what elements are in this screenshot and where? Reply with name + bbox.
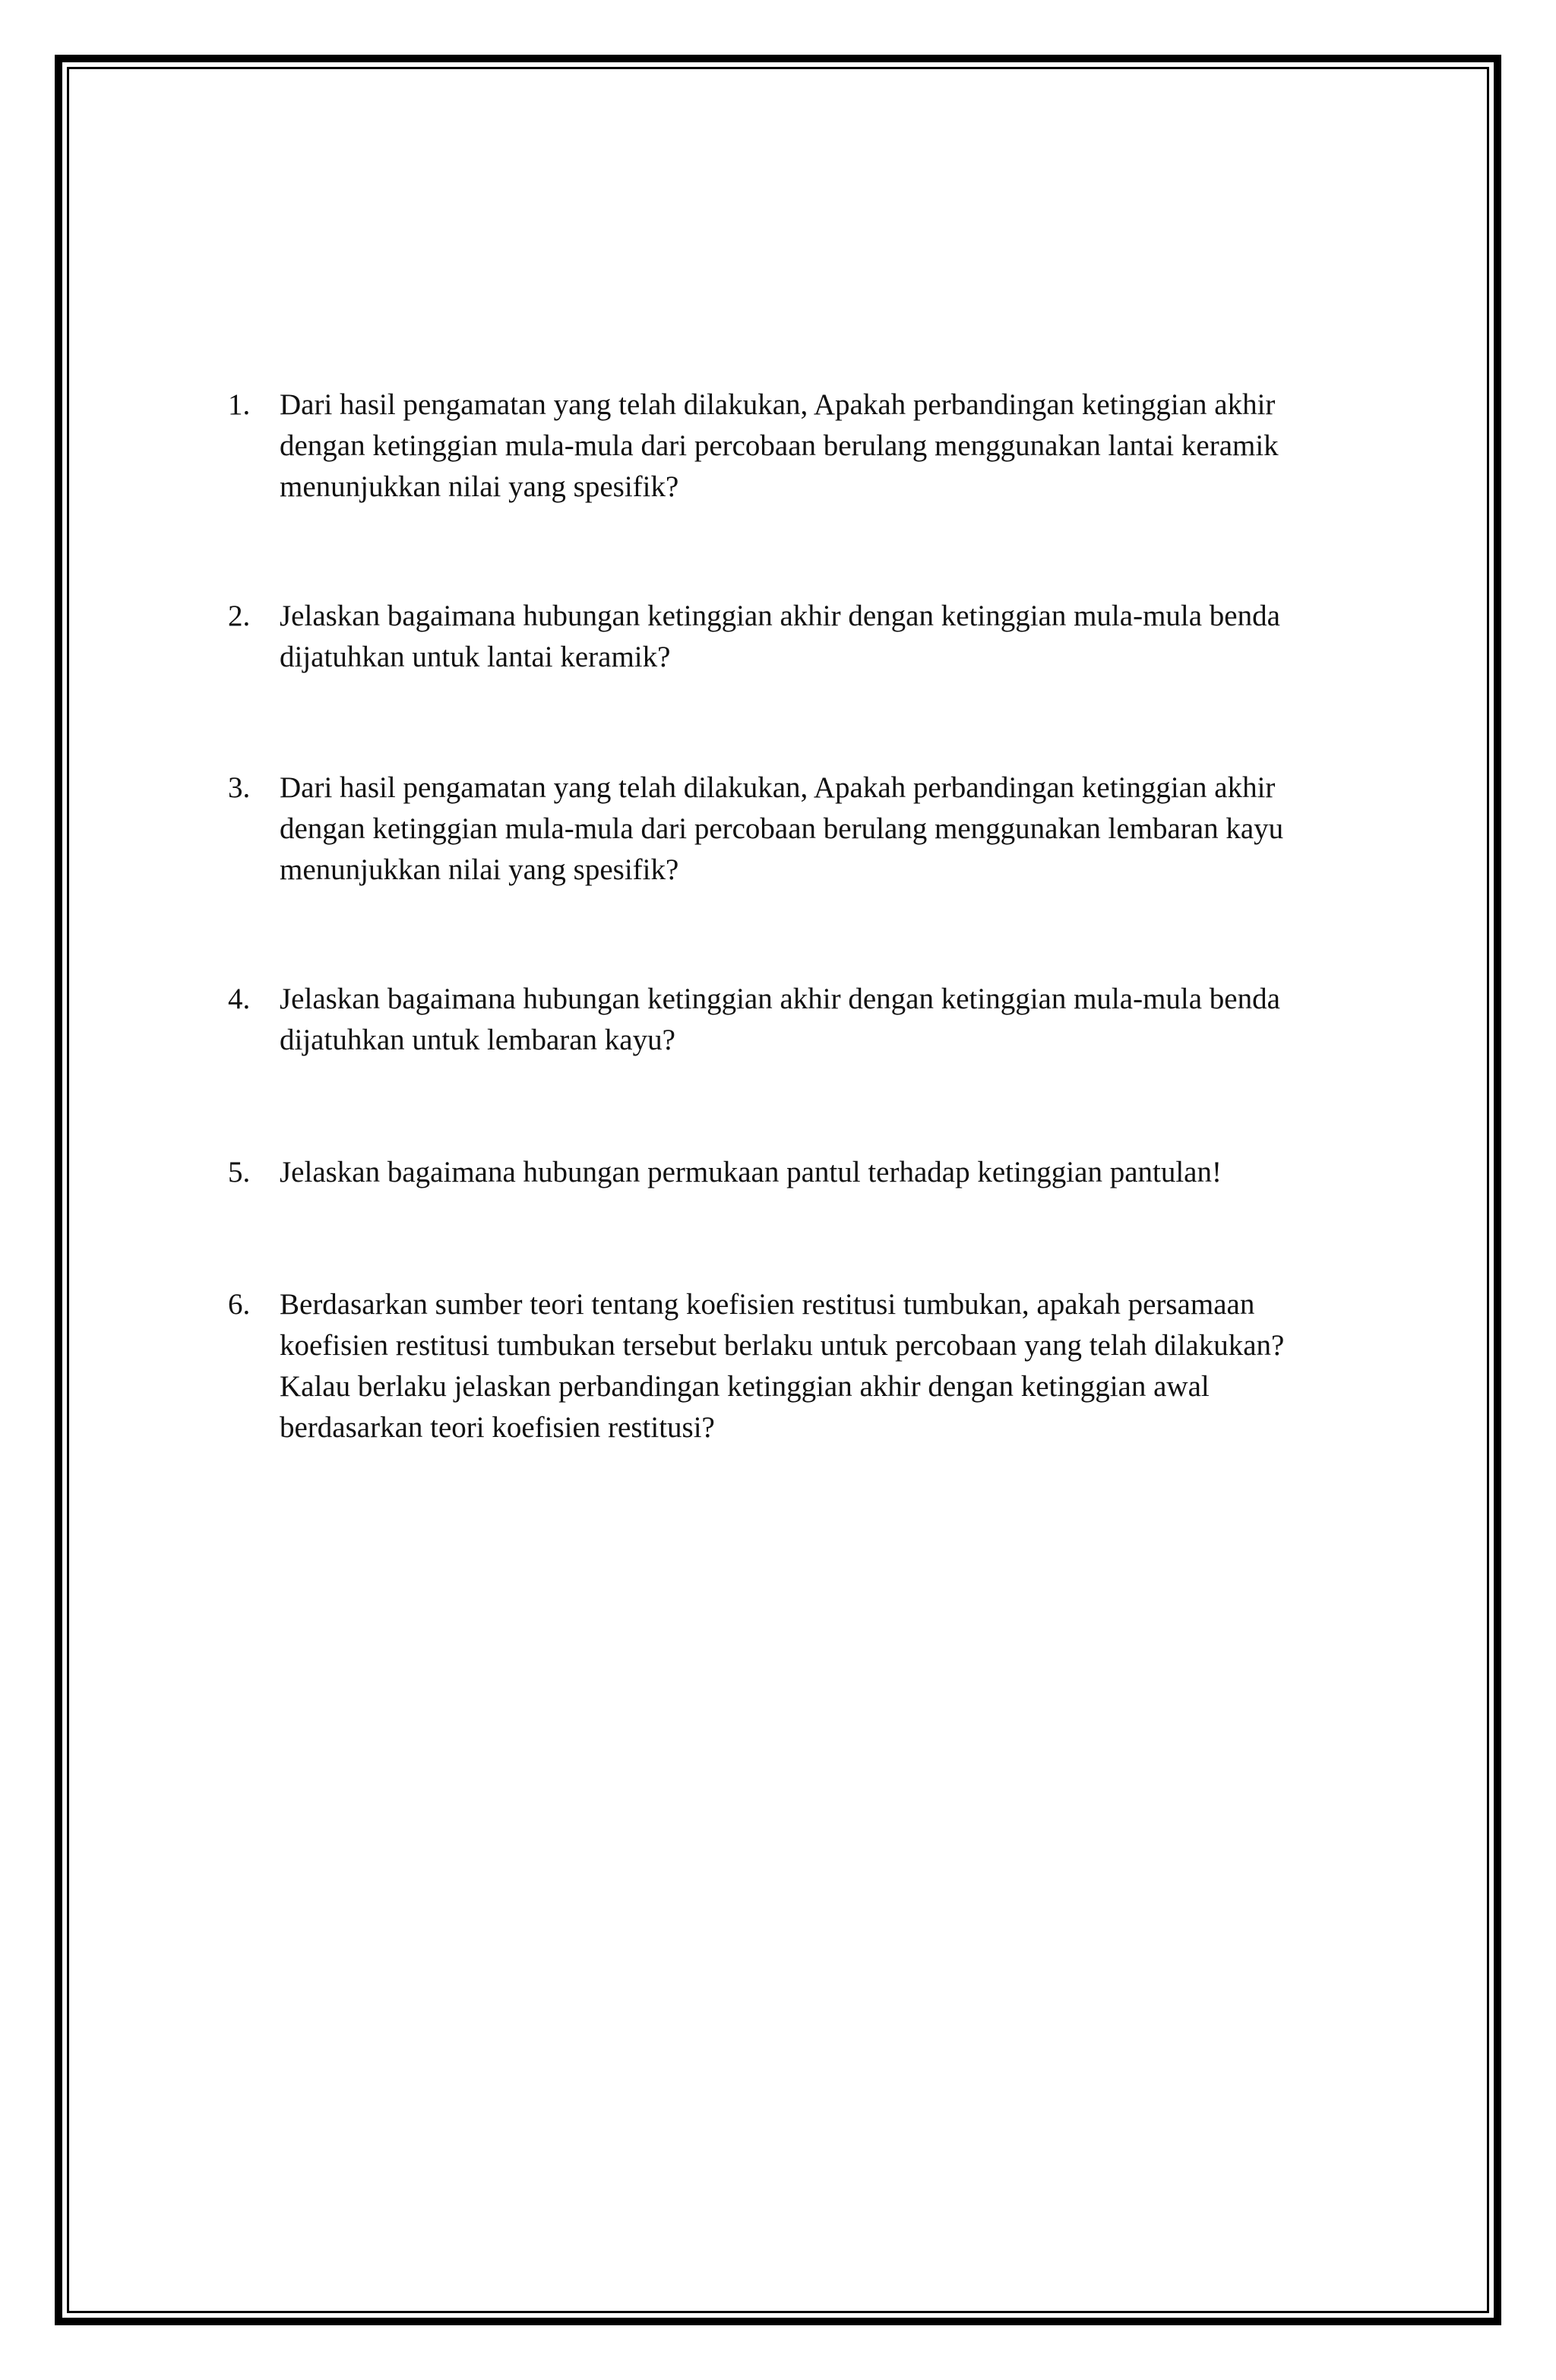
question-item: [228, 596, 1337, 678]
question-text: [280, 767, 1337, 891]
question-text: [280, 596, 1337, 678]
question-number: 2.: [228, 600, 251, 632]
question-number: 1.: [228, 388, 251, 421]
question-line: Dari hasil pengamatan yang telah dilakukan, Apakah perbandingan ketinggian akhir: [280, 771, 1276, 804]
question-line: Jelaskan bagaimana hubungan ketinggian akhir dengan ketinggian mula-mula benda: [280, 600, 1280, 632]
question-text: [280, 1284, 1337, 1448]
question-line: dijatuhkan untuk lembaran kayu?: [280, 1024, 675, 1056]
question-item: [228, 979, 1337, 1061]
question-number: 3.: [228, 771, 251, 804]
question-line: koefisien restitusi tumbukan tersebut berlaku untuk percobaan yang telah dilakukan?: [280, 1329, 1285, 1362]
question-text: [280, 979, 1337, 1061]
question-line: Jelaskan bagaimana hubungan permukaan pantul terhadap ketinggian pantulan!: [280, 1156, 1222, 1188]
question-line: dengan ketinggian mula-mula dari percobaan berulang menggunakan lantai keramik: [280, 429, 1279, 462]
question-number: 4.: [228, 983, 251, 1015]
question-line: menunjukkan nilai yang spesifik?: [280, 470, 679, 503]
question-line: Jelaskan bagaimana hubungan ketinggian akhir dengan ketinggian mula-mula benda: [280, 983, 1280, 1015]
question-line: Kalau berlaku jelaskan perbandingan ketinggian akhir dengan ketinggian awal: [280, 1370, 1210, 1403]
question-item: [228, 1284, 1337, 1448]
question-item: [228, 767, 1337, 891]
question-line: menunjukkan nilai yang spesifik?: [280, 853, 679, 886]
question-line: dengan ketinggian mula-mula dari percobaan berulang menggunakan lembaran kayu: [280, 812, 1284, 845]
question-line: berdasarkan teori koefisien restitusi?: [280, 1411, 715, 1444]
question-text: [280, 385, 1337, 508]
question-item: [228, 1152, 1337, 1193]
question-number: 6.: [228, 1288, 251, 1321]
question-line: Berdasarkan sumber teori tentang koefisien restitusi tumbukan, apakah persamaan: [280, 1288, 1255, 1321]
question-text: [280, 1152, 1337, 1193]
question-item: [228, 385, 1337, 508]
question-line: Dari hasil pengamatan yang telah dilakukan, Apakah perbandingan ketinggian akhir: [280, 388, 1276, 421]
question-number: 5.: [228, 1156, 251, 1188]
question-line: dijatuhkan untuk lantai keramik?: [280, 641, 671, 673]
